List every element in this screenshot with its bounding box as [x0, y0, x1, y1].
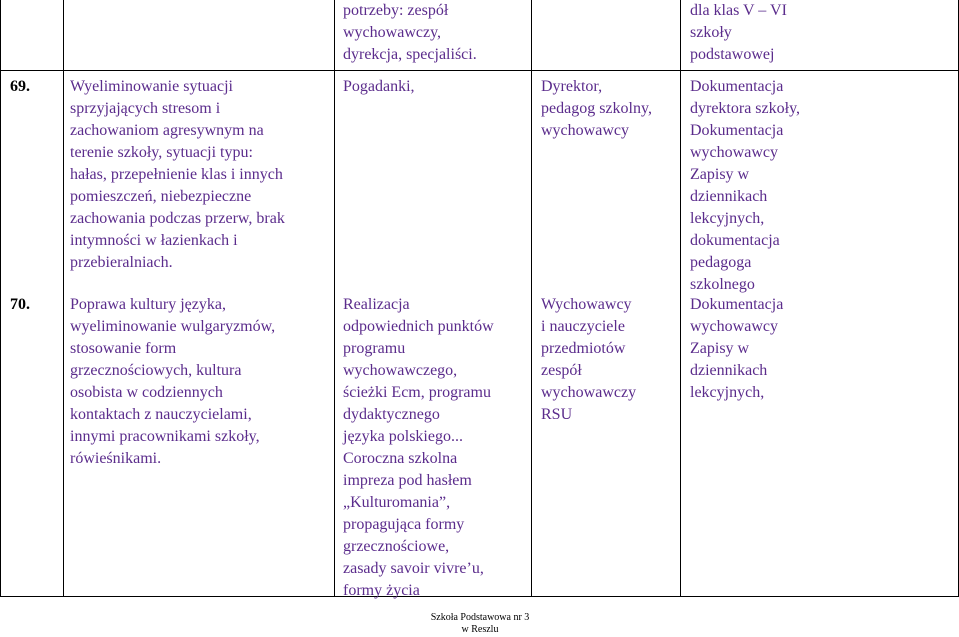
row-69-responsible: Dyrektor, pedagog szkolny, wychowawcy [541, 78, 652, 139]
row-70-task: Poprawa kultury języka, wyeliminowanie wulgaryzmów, stosowanie form grzecznościowych, kultura osobista w codziennych kontaktach z nauczycielami, innymi pracownikami szkoły, rówieśnikami. [70, 296, 276, 467]
row-number-70: 70. [10, 296, 30, 313]
table-border-col3 [531, 0, 532, 597]
top-row-documentation-cell: dla klas V – VI szkoły podstawowej [690, 2, 787, 63]
table-border-top-row-bottom [0, 70, 959, 71]
row-69-task: Wyeliminowanie sytuacji sprzyjających stresom i zachowaniom agresywnym na terenie szkoły, sytuacji typu: hałas, przepełnienie klas i innych pomieszczeń, niebezpieczne zachowania podczas przerw, brak intymności w łazienkach i przebieralniach. [70, 78, 285, 271]
row-69-documentation: Dokumentacja dyrektora szkoły, Dokumentacja wychowawcy Zapisy w dziennikach lekcyjnych, dokumentacja pedagoga szkolnego [690, 78, 801, 293]
row-70-form: Realizacja odpowiednich punktów programu wychowawczego, ścieżki Ecm, programu dydaktycznego języka polskiego... Coroczna szkolna impreza pod hasłem „Kulturomania”, propagująca formy grzecznościowe, zasady savoir vivre’u, formy życia [343, 296, 494, 599]
footer-school-name: Szkoła Podstawowa nr 3 [430, 612, 530, 623]
table-border-col4 [680, 0, 681, 597]
footer-town: w Reszlu [461, 624, 499, 635]
table-border-left [0, 0, 1, 597]
table-border-col2 [334, 0, 335, 597]
row-69-form: Pogadanki, [343, 78, 415, 95]
row-70-documentation: Dokumentacja wychowawcy Zapisy w dziennikach lekcyjnych, [690, 296, 784, 401]
top-row-form-cell: potrzeby: zespół wychowawczy, dyrekcja, specjaliści. [343, 2, 477, 63]
page-footer [400, 612, 560, 636]
row-number-69: 69. [10, 78, 30, 95]
row-70-responsible: Wychowawcy i nauczyciele przedmiotów zespół wychowawczy RSU [541, 296, 637, 423]
table-border-col1 [63, 0, 64, 597]
